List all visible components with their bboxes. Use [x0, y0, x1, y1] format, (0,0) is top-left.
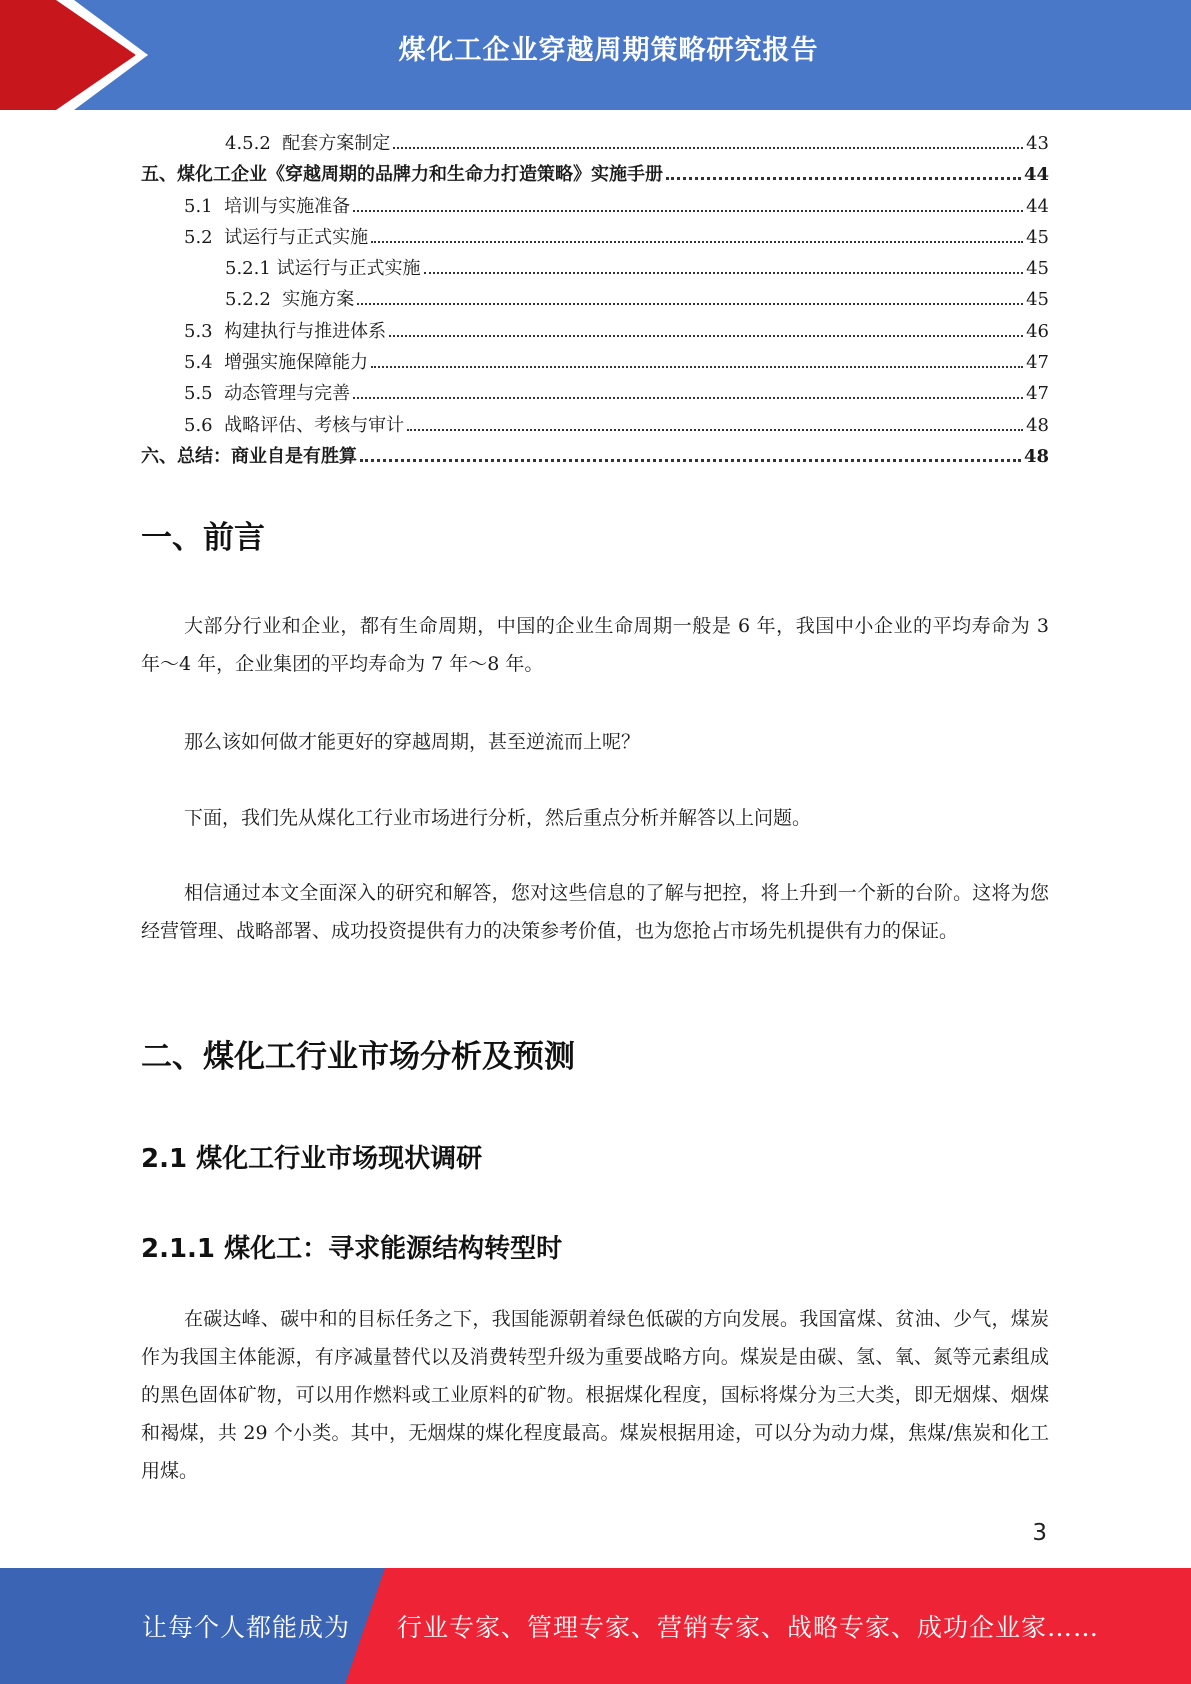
toc-entry-text: 五、煤化工企业《穿越周期的品牌力和生命力打造策略》实施手册 — [141, 164, 663, 186]
toc-entry-number: 5.4 — [184, 352, 225, 374]
toc-entry-page: 47 — [1026, 383, 1049, 405]
toc-leader-dots — [371, 366, 1023, 368]
footer-slogan-right: 行业专家、管理专家、营销专家、战略专家、成功企业家…… — [397, 1613, 1100, 1642]
toc-leader-dots — [371, 241, 1023, 243]
toc-leader-dots — [389, 335, 1023, 337]
toc-leader-dots — [357, 303, 1023, 305]
toc-entry-page: 45 — [1026, 289, 1049, 311]
toc-entry-text: 实施方案 — [282, 289, 355, 311]
toc-entry-text: 构建执行与推进体系 — [224, 320, 387, 342]
toc-entry-page: 44 — [1023, 164, 1049, 186]
page-header — [0, 0, 1191, 110]
toc-leader-dots — [407, 429, 1023, 431]
toc-entry-text: 战略评估、考核与审计 — [224, 414, 405, 436]
toc-entry[interactable] — [141, 253, 1049, 284]
report-title: 煤化工企业穿越周期策略研究报告 — [398, 35, 819, 66]
subsubsection-heading: 2.1.1 煤化工：寻求能源结构转型时 — [141, 1234, 563, 1264]
toc-entry[interactable] — [141, 378, 1049, 409]
toc-entry-text: 增强实施保障能力 — [224, 352, 369, 374]
toc-entry-number: 5.2 — [184, 226, 225, 248]
toc-entry[interactable] — [141, 347, 1049, 378]
toc-entry-number: 4.5.2 — [225, 133, 283, 154]
toc-entry-text: 动态管理与完善 — [224, 383, 351, 405]
toc-entry[interactable] — [141, 222, 1049, 253]
toc-entry[interactable] — [141, 284, 1049, 315]
page-footer — [0, 1568, 1191, 1684]
toc-entry-page: 43 — [1026, 133, 1049, 154]
toc-leader-dots — [353, 210, 1023, 212]
toc-entry-text: 配套方案制定 — [282, 133, 391, 154]
toc-entry[interactable] — [141, 316, 1049, 347]
body-paragraph: 大部分行业和企业，都有生命周期，中国的企业生命周期一般是 6 年，我国中小企业的平均寿命为 3 年～4 年，企业集团的平均寿命为 7 年～8 年。 — [141, 615, 1049, 675]
toc-entry-number: 5.6 — [184, 414, 225, 436]
table-of-contents — [141, 128, 1049, 472]
toc-entry-number: 5.1 — [184, 195, 225, 217]
section-heading-market-analysis: 二、煤化工行业市场分析及预测 — [141, 1039, 575, 1075]
toc-entry-page: 46 — [1026, 320, 1049, 342]
toc-leader-dots — [360, 459, 1021, 462]
toc-entry[interactable] — [141, 128, 1049, 159]
toc-entry-text: 试运行与正式实施 — [224, 226, 369, 248]
page-number: 3 — [1032, 1520, 1047, 1546]
toc-leader-dots — [666, 177, 1021, 180]
toc-entry-text: 试运行与正式实施 — [276, 258, 421, 280]
toc-entry-number: 5.2.2 — [225, 289, 283, 311]
toc-entry-number: 5.3 — [184, 320, 225, 342]
body-paragraph: 下面，我们先从煤化工行业市场进行分析，然后重点分析并解答以上问题。 — [184, 807, 812, 829]
toc-entry-number: 5.2.1 — [225, 258, 277, 280]
body-paragraph: 那么该如何做才能更好的穿越周期，甚至逆流而上呢？ — [184, 731, 641, 753]
toc-entry[interactable] — [141, 410, 1049, 441]
toc-entry-page: 45 — [1026, 258, 1049, 280]
body-paragraph: 相信通过本文全面深入的研究和解答，您对这些信息的了解与把控，将上升到一个新的台阶。这将为您经营管理、战略部署、成功投资提供有力的决策参考价值，也为您抢占市场先机提供有力的保证。 — [141, 882, 1049, 942]
toc-entry[interactable] — [141, 441, 1049, 472]
toc-leader-dots — [424, 272, 1024, 274]
toc-entry-page: 48 — [1023, 445, 1049, 467]
toc-entry-page: 44 — [1026, 195, 1049, 217]
toc-entry-number: 5.5 — [184, 383, 225, 405]
footer-slogan-left: 让每个人都能成为 — [142, 1613, 351, 1642]
subsection-heading: 2.1 煤化工行业市场现状调研 — [141, 1144, 483, 1174]
body-paragraph: 在碳达峰、碳中和的目标任务之下，我国能源朝着绿色低碳的方向发展。我国富煤、贫油、少气，煤炭作为我国主体能源，有序减量替代以及消费转型升级为重要战略方向。煤炭是由碳、氢、氧、氮等元素组成的黑色固体矿物，可以用作燃料或工业原料的矿物。根据煤化程度，国标将煤分为三大类，即无烟煤、烟煤和褐煤，共 29 个小类。其中，无烟煤的煤化程度最高。煤炭根据用途，可以分为动力煤，焦煤/焦炭和化工用煤。 — [141, 1308, 1049, 1482]
toc-entry-page: 45 — [1026, 226, 1049, 248]
toc-leader-dots — [393, 147, 1023, 149]
toc-entry-page: 48 — [1026, 414, 1049, 436]
toc-leader-dots — [353, 397, 1023, 399]
toc-entry-page: 47 — [1026, 352, 1049, 374]
toc-entry-text: 六、总结：商业自是有胜算 — [141, 445, 357, 467]
toc-entry-text: 培训与实施准备 — [224, 195, 351, 217]
section-heading-preface: 一、前言 — [141, 520, 265, 556]
toc-entry[interactable] — [141, 191, 1049, 222]
toc-entry[interactable] — [141, 159, 1049, 190]
